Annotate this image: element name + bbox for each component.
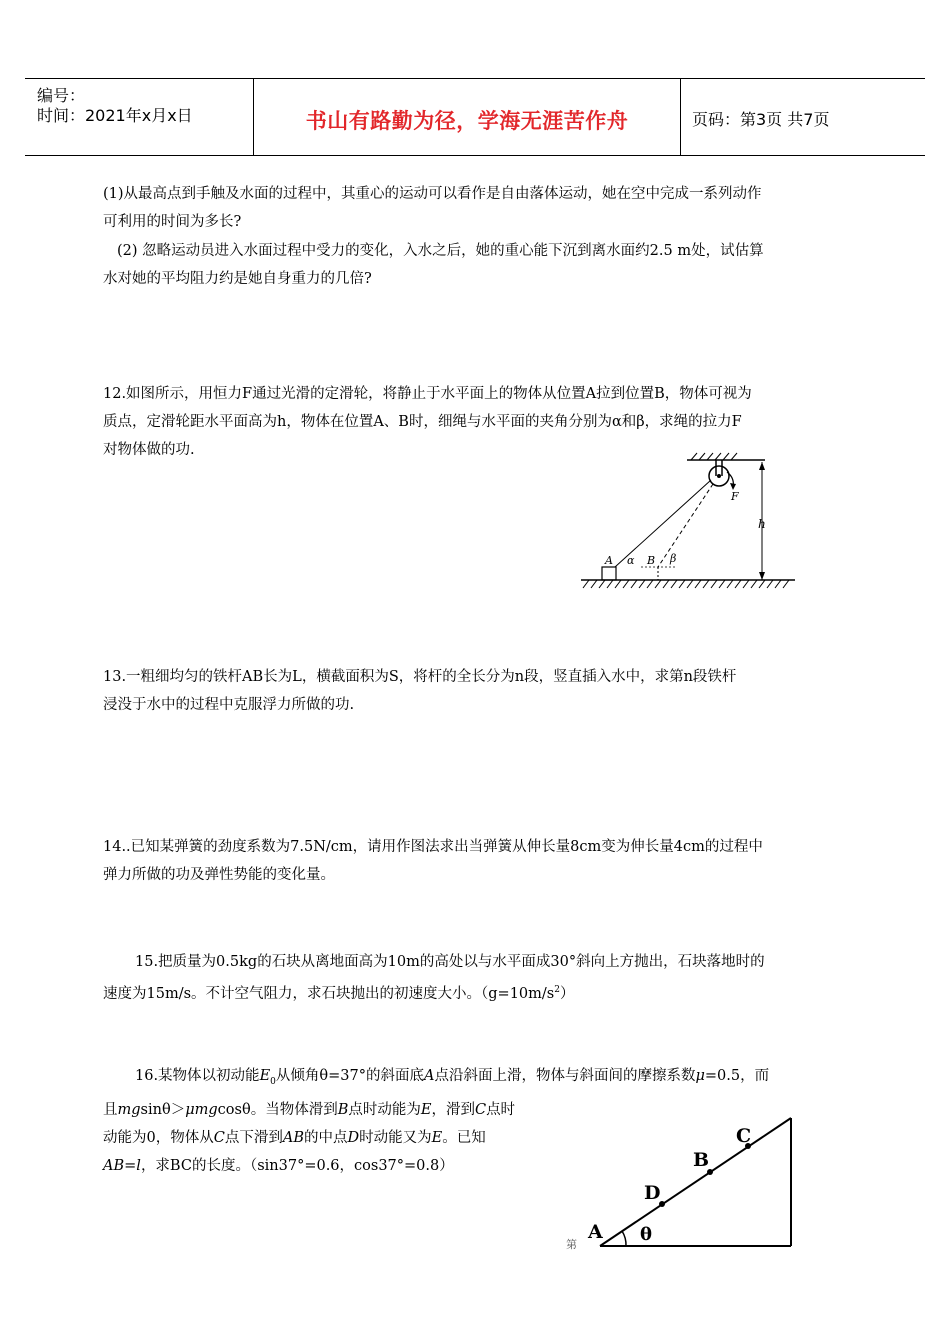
q15-line1: 15.把质量为0.5kg的石块从离地面高为10m的高处以与水平面成30°斜向上方抛出，石块落地时的	[135, 954, 765, 970]
label-A: A	[605, 554, 613, 567]
q14-line2: 弹力所做的功及弹性势能的变化量。	[103, 867, 335, 883]
label-h: h	[758, 517, 766, 531]
pulley-figure	[575, 450, 800, 595]
header-center-cell	[253, 79, 681, 155]
header-left-cell	[25, 79, 253, 155]
q12-line2: 质点，定滑轮距水平面高为h，物体在位置A、B时，细绳与水平面的夹角分别为α和β，求绳的拉力F	[103, 414, 742, 430]
label-beta: β	[670, 552, 677, 565]
q11-part2-line1: (2) 忽略运动员进入水面过程中受力的变化，入水之后，她的重心能下沉到离水面约2.5 m处，试估算	[117, 243, 764, 259]
number-label: 编号：	[37, 86, 86, 105]
label-alpha: α	[627, 554, 635, 567]
q11-part1-line2: 可利用的时间为多长?	[103, 214, 242, 230]
label-B: B	[647, 554, 656, 567]
q13-text	[103, 663, 849, 719]
q15-line2: 速度为15m/s。不计空气阻力，求石块抛出的初速度大小。$(g=10m/s^2)$	[103, 985, 575, 1002]
label-A: A	[588, 1221, 603, 1243]
q13-line1: 13.一粗细均匀的铁杆AB长为L，横截面积为S，将杆的全长分为n段，竖直插入水中，求第n段铁杆	[103, 669, 737, 685]
q14-line1: 14..已知某弹簧的劲度系数为7.5N/cm，请用作图法求出当弹簧从伸长量8cm变为伸长量4cm的过程中	[103, 839, 763, 855]
ground-hatch	[583, 580, 789, 588]
q11-part1	[103, 180, 849, 236]
q11-part1-line1: (1)从最高点到手触及水面的过程中，其重心的运动可以看作是自由落体运动，她在空中完成一系列动作	[103, 186, 762, 202]
q15-text	[103, 948, 849, 1008]
angle-arc	[622, 1231, 626, 1246]
q16-line3: 动能为0，物体从C点下滑到AB的中点D时动能又为E。已知	[103, 1129, 486, 1146]
header-right-cell	[680, 79, 925, 155]
motto: 书山有路勤为径，学海无涯苦作舟	[305, 109, 629, 133]
q14-text	[103, 833, 849, 889]
block-A	[602, 567, 616, 580]
ceiling-hatch	[691, 453, 737, 460]
q16-line4: AB=l，求BC的长度。（sin37°=0.6，cos37°=0.8）	[103, 1157, 454, 1174]
q16-line2: 且mgsinθ＞μmgcosθ。当物体滑到B点时动能为E，滑到C点时	[103, 1101, 516, 1118]
label-C: C	[736, 1125, 752, 1147]
rope-to-B	[658, 484, 713, 567]
q11-part2	[103, 237, 849, 293]
q11-part2-line2: 水对她的平均阻力约是她自身重力的几倍?	[103, 271, 372, 287]
label-F: F	[731, 490, 739, 503]
pulley-center	[717, 474, 721, 478]
time-label: 时间：2021年x月x日	[37, 106, 193, 125]
label-theta: θ	[640, 1224, 653, 1245]
side-mark: 第	[566, 1238, 577, 1251]
q16-line1: 16.某物体以初动能$E_0$从倾角θ=37°的斜面底A点沿斜面上滑，物体与斜面间的摩擦系数μ=0.5，而	[135, 1068, 770, 1087]
q12-line3: 对物体做的功.	[103, 442, 195, 458]
q12-line1: 12.如图所示，用恒力F通过光滑的定滑轮，将静止于水平面上的物体从位置A拉到位置B，物体可视为	[103, 386, 752, 402]
q13-line2: 浸没于水中的过程中克服浮力所做的功.	[103, 697, 355, 713]
incline-figure	[560, 1110, 805, 1255]
incline-slope	[600, 1118, 791, 1246]
label-B: B	[693, 1149, 710, 1171]
label-D: D	[644, 1182, 661, 1204]
page-header	[25, 78, 925, 156]
page-info: 页码：第3页 共7页	[692, 110, 830, 129]
